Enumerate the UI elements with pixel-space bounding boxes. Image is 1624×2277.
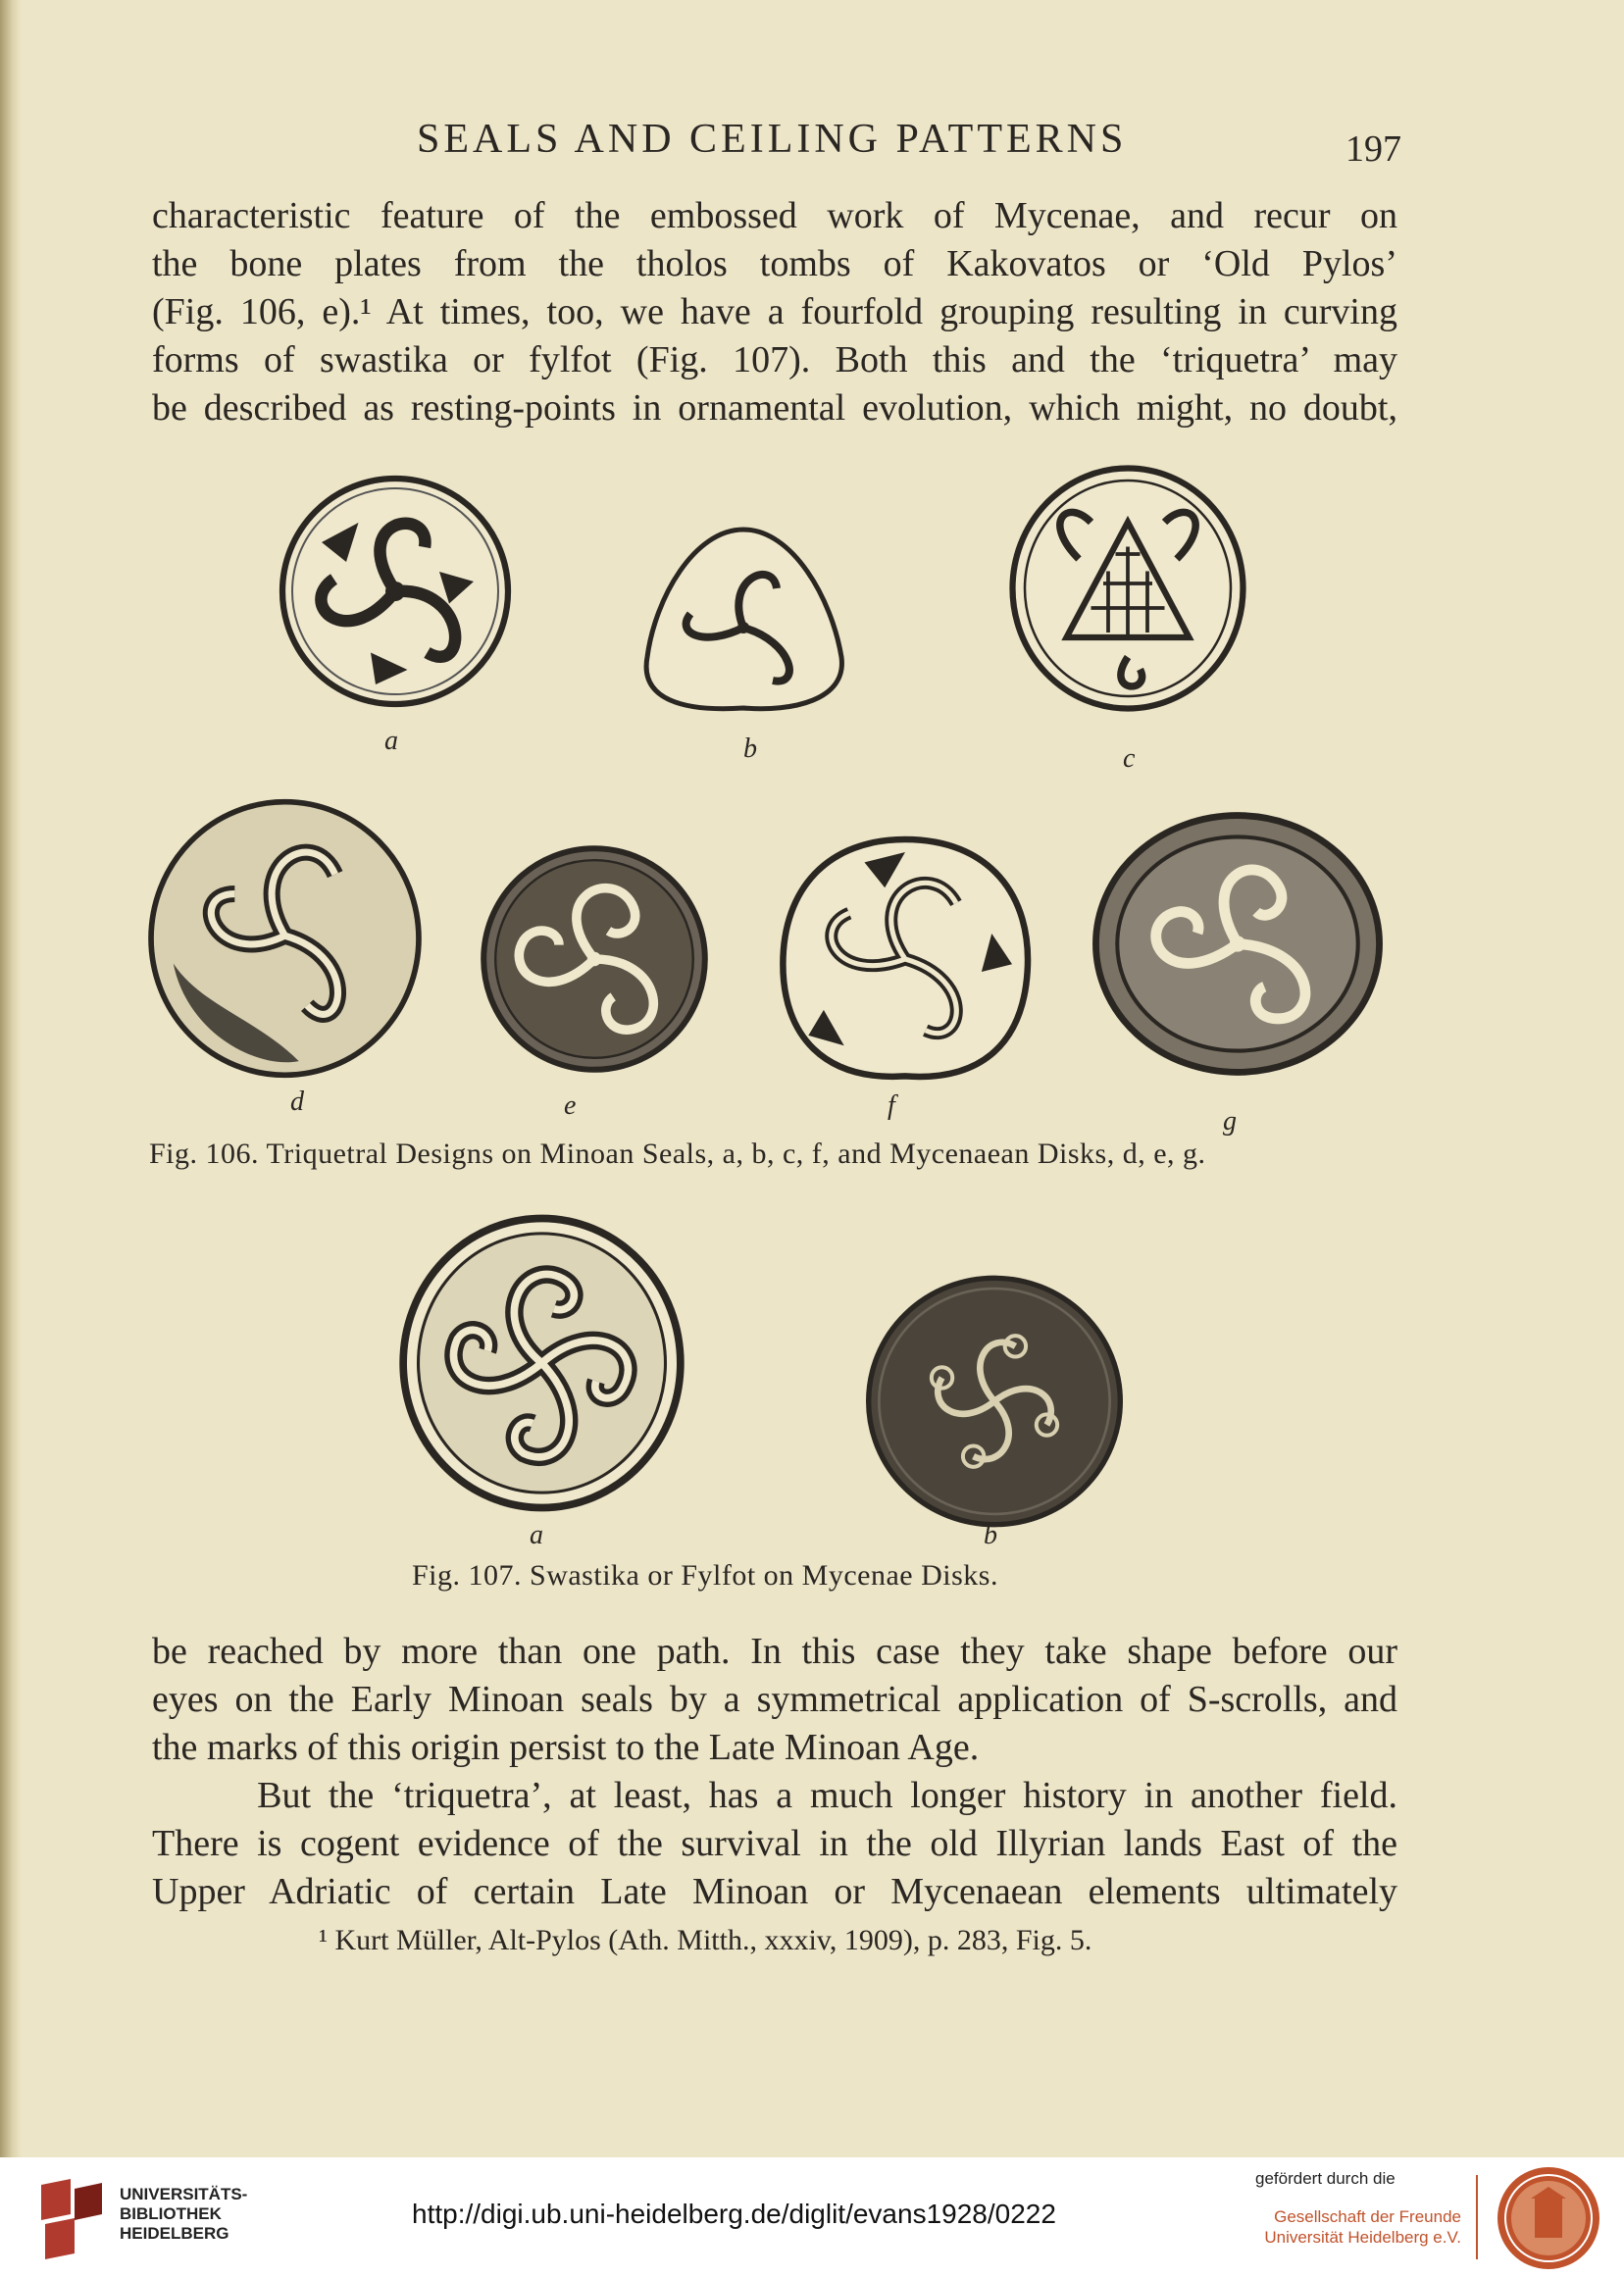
text-line: characteristic feature of the embossed work of Mycenae, and recur on	[152, 195, 1397, 236]
figure-106c-seal	[1005, 461, 1250, 716]
text-line: be reached by more than one path. In this case they take shape before our	[152, 1631, 1397, 1672]
text-line: forms of swastika or fylfot (Fig. 107). Both this and the ‘triquetra’ may	[152, 339, 1397, 380]
source-url-link[interactable]: http://digi.ub.uni-heidelberg.de/diglit/evans1928/0222	[412, 2199, 1056, 2229]
text-line: be described as resting-points in ornamental evolution, which might, no doubt,	[152, 387, 1397, 429]
sponsor-label: gefördert durch die	[1255, 2169, 1396, 2188]
figure-106d-disk	[145, 796, 425, 1081]
figure-107a-disk	[397, 1211, 686, 1515]
running-head	[0, 116, 1624, 175]
page-binding-edge	[0, 0, 22, 2157]
page-number: 197	[1345, 128, 1401, 170]
figure-107b-disk	[863, 1273, 1126, 1530]
text-line: eyes on the Early Minoan seals by a symmetrical application of S-scrolls, and	[152, 1679, 1397, 1720]
figure-106g-disk	[1091, 809, 1385, 1079]
figure-letter: b	[743, 734, 757, 764]
footnote: ¹ Kurt Müller, Alt-Pylos (Ath. Mitth., xxxiv, 1909), p. 283, Fig. 5.	[319, 1924, 1092, 1956]
text-line: (Fig. 106, e).¹ At times, too, we have a fourfold grouping resulting in curving	[152, 291, 1397, 332]
figure-letter: c	[1123, 743, 1136, 774]
figure-letter: a	[530, 1520, 543, 1550]
footer-divider	[1476, 2175, 1478, 2259]
figure-106-caption: Fig. 106. Triquetral Designs on Minoan Seals, a, b, c, f, and Mycenaean Disks, d, e, g.	[149, 1138, 1206, 1170]
figure-106b-seal	[635, 520, 851, 716]
paragraph-top	[152, 192, 1397, 432]
digitization-footer	[0, 2157, 1624, 2277]
figure-letter: d	[290, 1087, 304, 1117]
library-logo-icon	[37, 2175, 106, 2261]
library-name-line: UNIVERSITÄTS-	[120, 2185, 248, 2203]
sponsor-name	[1238, 2206, 1461, 2248]
text-line: the bone plates from the tholos tombs of Kakovatos or ‘Old Pylos’	[152, 243, 1397, 284]
figure-letter: f	[888, 1090, 895, 1121]
library-name	[120, 2185, 247, 2244]
text-line: the marks of this origin persist to the Late Minoan Age.	[152, 1727, 980, 1768]
text-line: Upper Adriatic of certain Late Minoan or Mycenaean elements ultimately	[152, 1871, 1397, 1912]
figure-letter: a	[384, 726, 398, 756]
paragraph-bottom	[152, 1628, 1397, 1916]
sponsor-name-line: Gesellschaft der Freunde	[1274, 2207, 1461, 2226]
university-seal-icon	[1496, 2165, 1601, 2271]
running-head-title: SEALS AND CEILING PATTERNS	[417, 117, 1128, 162]
library-name-line: BIBLIOTHEK	[120, 2204, 222, 2223]
figure-106e-disk	[477, 841, 712, 1077]
library-name-line: HEIDELBERG	[120, 2224, 229, 2243]
figure-letter: e	[564, 1090, 577, 1121]
sponsor-name-line: Universität Heidelberg e.V.	[1264, 2228, 1461, 2247]
text-line: But the ‘triquetra’, at least, has a much longer history in another field.	[152, 1775, 1397, 1816]
figure-106a-seal	[273, 469, 518, 714]
figure-107-caption: Fig. 107. Swastika or Fylfot on Mycenae Disks.	[412, 1559, 998, 1592]
text-line: There is cogent evidence of the survival in the old Illyrian lands East of the	[152, 1823, 1397, 1864]
figure-106f-seal	[773, 832, 1038, 1087]
figure-letter: b	[984, 1520, 997, 1550]
figure-letter: g	[1223, 1106, 1237, 1137]
